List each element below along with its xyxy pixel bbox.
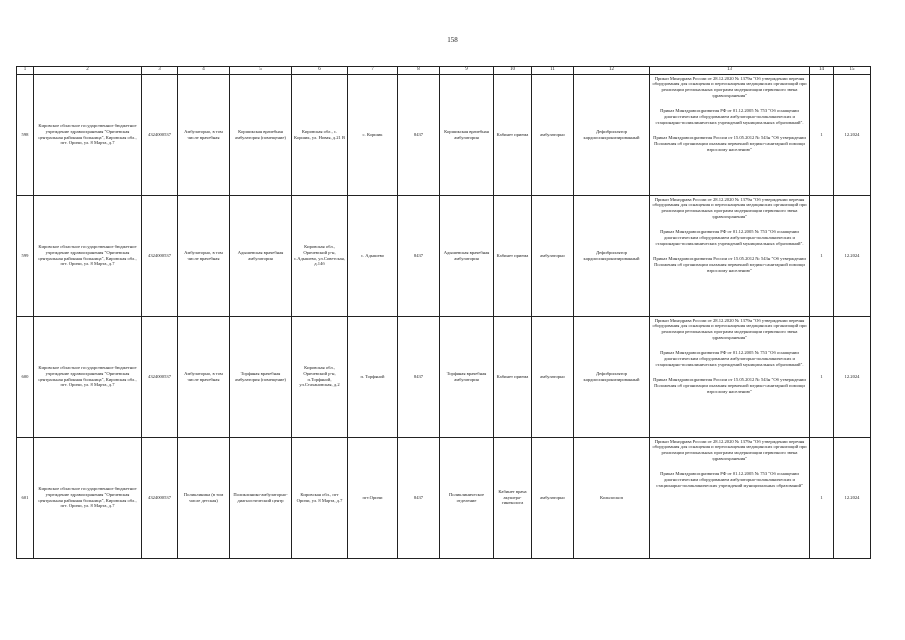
- order-text: Приказ Минздравсоцразвития РФ от 01.12.2005 № 753 "Об оснащении диагностическим оборудованием амбулаторно-поликлинических и стационарно-поликлинических учреждений муниципальных образований".: [655, 229, 804, 247]
- column-number: 5: [230, 67, 292, 75]
- settlement-cell: п. Торфяной: [348, 316, 398, 437]
- settlement-cell: с. Коршик: [348, 74, 398, 195]
- column-number: 15: [834, 67, 871, 75]
- room-cell: Кабинет приема: [494, 316, 532, 437]
- order-text: Приказ Минздравсоцразвития РФ от 01.12.2005 № 753 "Об оснащении диагностическим оборудованием амбулаторно-поликлинических и стационарно-поликлинических учреждений муниципальных образований": [656, 471, 803, 489]
- address-cell: Кировская обл., Оричевский р-н, с.Адышево, ул.Советская, д.14б: [292, 195, 348, 316]
- address-cell: Кировская обл., с. Коршик, ул. Новая, д.21 В: [292, 74, 348, 195]
- order-text: Приказ Минздравсоцразвития России от 15.05.2012 № 543н "Об утверждении Положения об организации оказания первичной медико-санитарной помощи взрослому населению": [653, 135, 806, 153]
- column-number: 12: [574, 67, 650, 75]
- room-cell: Кабинет приема: [494, 195, 532, 316]
- unit-short-cell: Коршикская врачебная амбулатория: [440, 74, 494, 195]
- order-text: Приказ Минздравсоцразвития России от 15.05.2012 № 543н "Об утверждении Положения об организации оказания первичной медико-санитарной помощи взрослому населению": [653, 377, 806, 395]
- header-row: [17, 67, 871, 75]
- column-number: 14: [810, 67, 834, 75]
- condition-cell: амбулаторно: [532, 437, 574, 558]
- quantity-cell: 1: [810, 195, 834, 316]
- column-number: 2: [34, 67, 142, 75]
- condition-cell: амбулаторно: [532, 74, 574, 195]
- quantity-cell: 1: [810, 316, 834, 437]
- page-number: 158: [447, 36, 458, 44]
- equipment-table: [16, 66, 871, 559]
- orders-cell: [650, 437, 810, 558]
- date-cell: 12.2024: [834, 316, 871, 437]
- column-number: 6: [292, 67, 348, 75]
- organization-cell: Кировское областное государственное бюджетное учреждение здравоохранения "Оричевская центральная районная больница", Кировская обл., пгт. Оричи, ул. 8 Марта, д.7: [34, 195, 142, 316]
- condition-cell: амбулаторно: [532, 195, 574, 316]
- code-cell: 8437: [398, 437, 440, 558]
- table-row: [17, 74, 871, 195]
- settlement-cell: пгт.Оричи: [348, 437, 398, 558]
- column-number: 8: [398, 67, 440, 75]
- organization-cell: Кировское областное государственное бюджетное учреждение здравоохранения "Оричевская центральная районная больница", Кировская обл., пгт. Оричи, ул. 8 Марта, д.7: [34, 74, 142, 195]
- date-cell: 12.2024: [834, 195, 871, 316]
- row-number: 599: [17, 195, 34, 316]
- unit-short-cell: Адышевская врачебная амбулатория: [440, 195, 494, 316]
- address-cell: Кировская обл., Оричевский р-н, п.Торфяной, ул.Стахановская, д.2: [292, 316, 348, 437]
- unit-cell: Торфяная врачебная амбулатория (помещение): [230, 316, 292, 437]
- address-cell: Кировская обл., пгт Оричи, ул. 8 Марта, д.7: [292, 437, 348, 558]
- order-text: Приказ Минздрава России от 28.12.2020 № 1379н "Об утверждении перечня оборудования для оснащения и переоснащения медицинских организаций при реализации региональных программ модернизации первичного звена здравоохранения": [652, 196, 807, 220]
- order-text: Приказ Минздравсоцразвития РФ от 01.12.2005 № 753 "Об оснащении диагностическим оборудованием амбулаторно-поликлинических и стационарно-поликлинических учреждений муниципальных образований".: [655, 350, 804, 368]
- column-number: 3: [142, 67, 178, 75]
- column-number: 10: [494, 67, 532, 75]
- row-number: 600: [17, 316, 34, 437]
- order-text: Приказ Минздравсоцразвития РФ от 01.12.2005 № 753 "Об оснащении диагностическим оборудованием амбулаторно-поликлинических и стационарно-поликлинических учреждений муниципальных образований".: [655, 108, 804, 126]
- order-text: Приказ Минздравсоцразвития России от 15.05.2012 № 543н "Об утверждении Положения об организации оказания первичной медико-санитарной помощи взрослому населению": [653, 256, 806, 274]
- date-cell: 12.2024: [834, 437, 871, 558]
- code-cell: 8437: [398, 195, 440, 316]
- row-number: 598: [17, 74, 34, 195]
- care-type-cell: Амбулаторно, в том числе врачебная: [178, 195, 230, 316]
- inn-cell: 4324000537: [142, 316, 178, 437]
- care-type-cell: Амбулаторно, в том числе врачебная: [178, 74, 230, 195]
- quantity-cell: 1: [810, 74, 834, 195]
- unit-cell: Коршикская врачебная амбулатория (помещение): [230, 74, 292, 195]
- condition-cell: амбулаторно: [532, 316, 574, 437]
- equipment-cell: Кольпоскоп: [574, 437, 650, 558]
- table-row: [17, 437, 871, 558]
- order-text: Приказ Минздрава России от 28.12.2020 № 1379н "Об утверждении перечня оборудования для оснащения и переоснащения медицинских организаций при реализации региональных программ модернизации первичного звена здравоохранения": [652, 317, 807, 341]
- unit-short-cell: Торфяная врачебная амбулатория: [440, 316, 494, 437]
- settlement-cell: с. Адышево: [348, 195, 398, 316]
- column-number: 13: [650, 67, 810, 75]
- equipment-cell: Дефибриллятор кардиосинхронизированный: [574, 74, 650, 195]
- code-cell: 8437: [398, 316, 440, 437]
- order-text: Приказ Минздрава России от 28.12.2020 № 1379н "Об утверждении перечня оборудования для оснащения и переоснащения медицинских организаций при реализации региональных программ модернизации первичного звена здравоохранения": [652, 75, 807, 99]
- care-type-cell: Амбулаторно, в том числе врачебная: [178, 316, 230, 437]
- table-row: [17, 195, 871, 316]
- organization-cell: Кировское областное государственное бюджетное учреждение здравоохранения "Оричевская центральная районная больница", Кировская обл., пгт. Оричи, ул. 8 Марта, д.7: [34, 316, 142, 437]
- unit-cell: Адышевская врачебная амбулатория: [230, 195, 292, 316]
- row-number: 601: [17, 437, 34, 558]
- inn-cell: 4324000537: [142, 437, 178, 558]
- table-row: [17, 316, 871, 437]
- unit-short-cell: Поликлиническое отделение: [440, 437, 494, 558]
- column-number: 11: [532, 67, 574, 75]
- equipment-cell: Дефибриллятор кардиосинхронизированный: [574, 195, 650, 316]
- room-cell: Кабинет приема: [494, 74, 532, 195]
- care-type-cell: Поликлиника (в том числе детская): [178, 437, 230, 558]
- unit-cell: Поликлинико-амбулаторно-диагностический центр: [230, 437, 292, 558]
- order-text: Приказ Минздрава России от 28.12.2020 № 1379н "Об утверждении перечня оборудования для оснащения и переоснащения медицинских организаций при реализации региональных программ модернизации первичного звена здравоохранения": [652, 438, 807, 462]
- column-number: 7: [348, 67, 398, 75]
- inn-cell: 4324000537: [142, 195, 178, 316]
- column-number: 4: [178, 67, 230, 75]
- orders-cell: [650, 74, 810, 195]
- date-cell: 12.2024: [834, 74, 871, 195]
- code-cell: 8437: [398, 74, 440, 195]
- room-cell: Кабинет врача акушера-гинеколога: [494, 437, 532, 558]
- orders-cell: [650, 316, 810, 437]
- quantity-cell: 1: [810, 437, 834, 558]
- organization-cell: Кировское областное государственное бюджетное учреждение здравоохранения "Оричевская центральная районная больница", Кировская обл., пгт. Оричи, ул. 8 Марта, д.7: [34, 437, 142, 558]
- inn-cell: 4324000537: [142, 74, 178, 195]
- column-number: 1: [17, 67, 34, 75]
- column-number: 9: [440, 67, 494, 75]
- equipment-cell: Дефибриллятор кардиосинхронизированный: [574, 316, 650, 437]
- orders-cell: [650, 195, 810, 316]
